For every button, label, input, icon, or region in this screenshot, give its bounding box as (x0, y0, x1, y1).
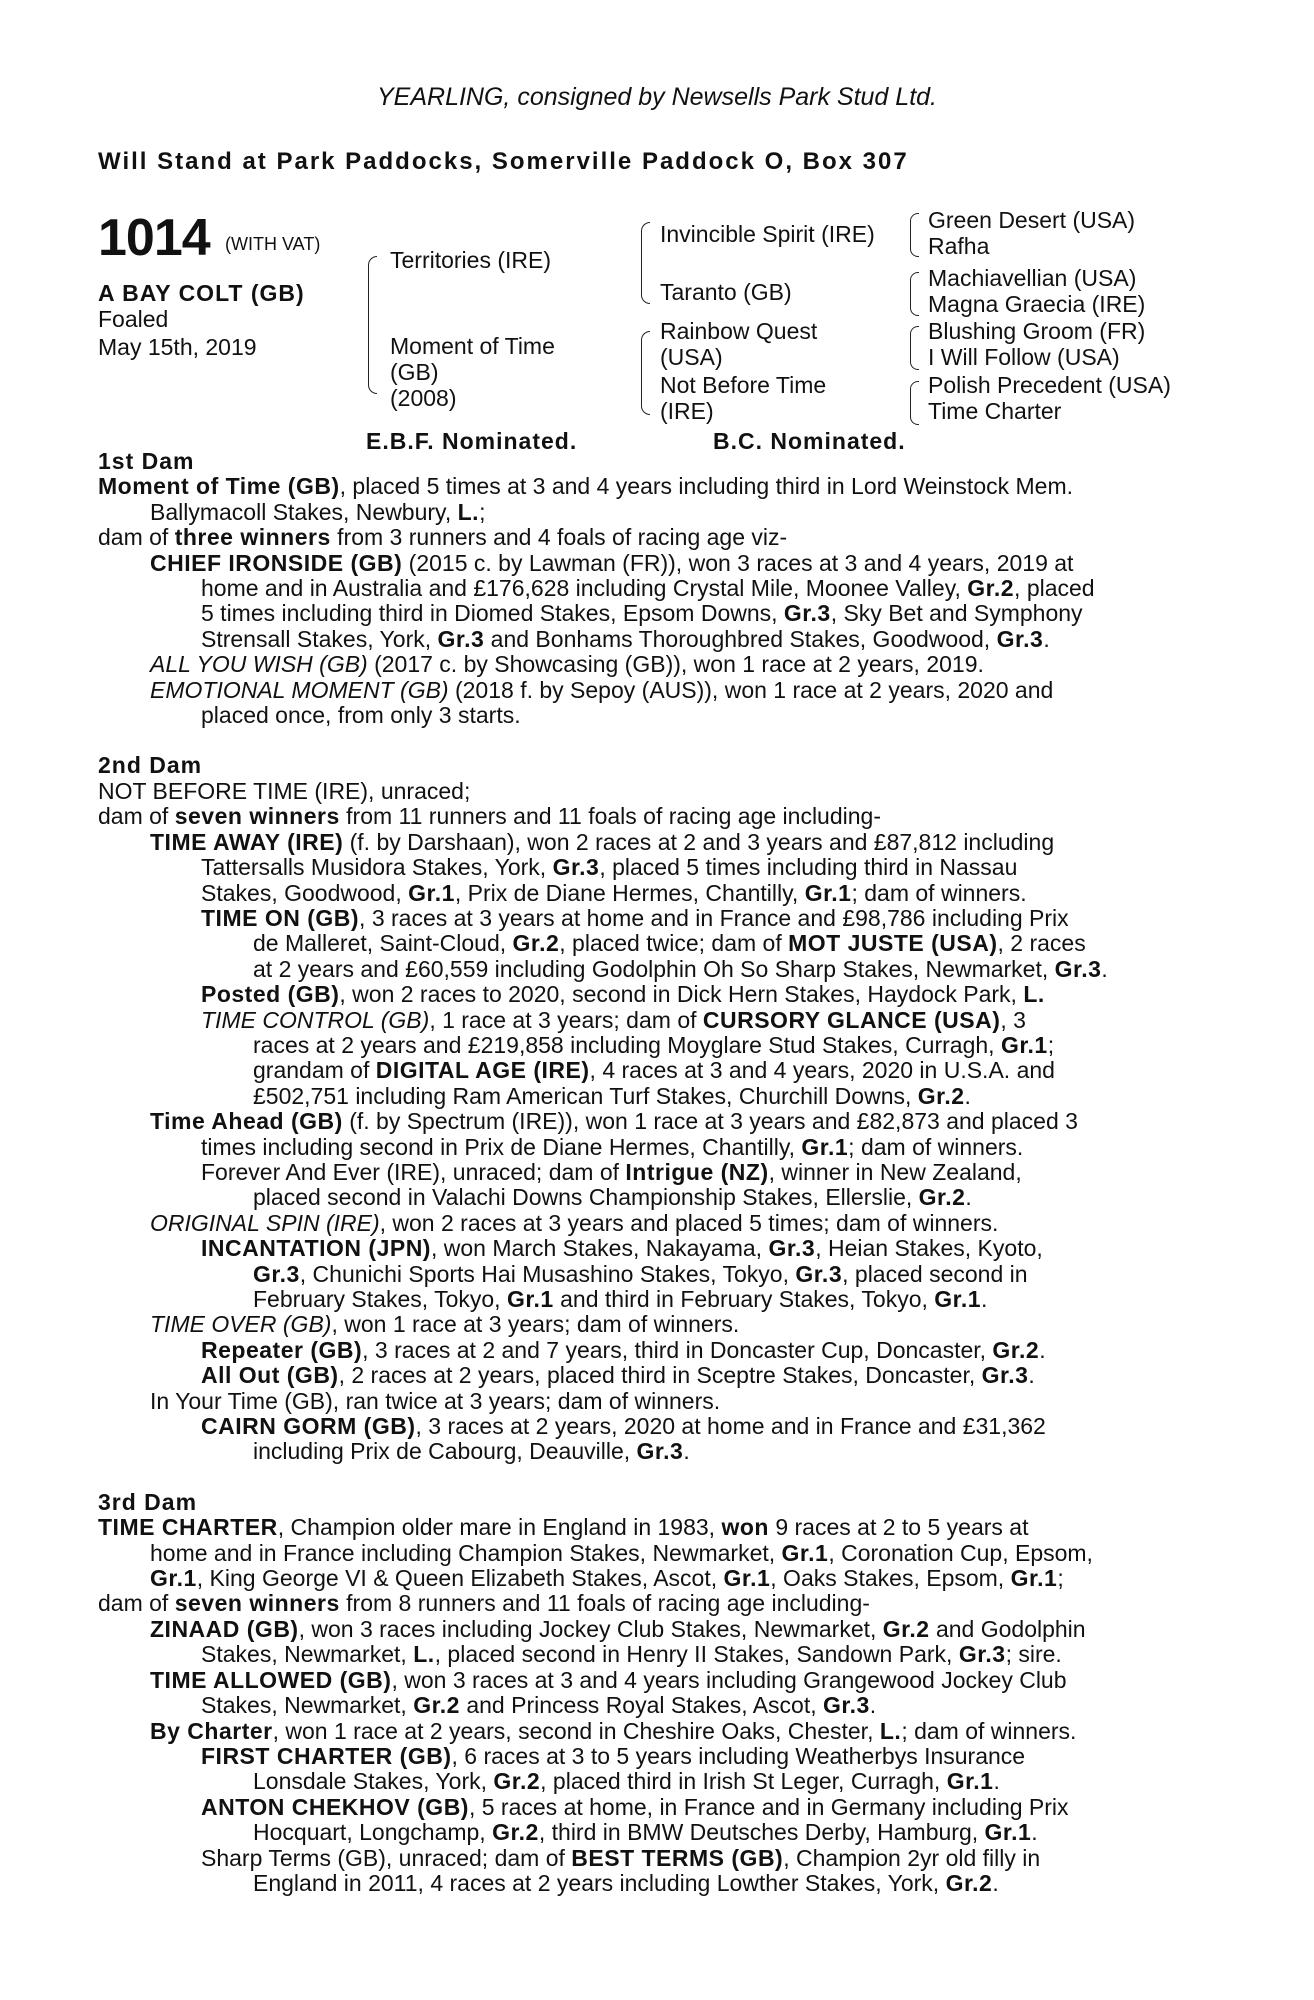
vat-label: (WITH VAT) (225, 234, 321, 254)
pedigree-brace (641, 331, 650, 415)
text-line: ALL YOU WISH (GB) (2017 c. by Showcasing (GB)), won 1 race at 2 years, 2019. (150, 651, 984, 678)
text-line: February Stakes, Tokyo, Gr.1 and third in February Stakes, Tokyo, Gr.1. (253, 1286, 988, 1312)
text-line: home and in Australia and £176,628 including Crystal Mile, Moonee Valley, Gr.2, placed (201, 575, 1095, 602)
text-line: races at 2 years and £219,858 including Moyglare Stud Stakes, Curragh, Gr.1; (253, 1031, 1055, 1058)
text-line: times including second in Prix de Diane Hermes, Chantilly, Gr.1; dam of winners. (201, 1133, 1024, 1160)
text-line: Gr.1, King George VI & Queen Elizabeth Stakes, Ascot, Gr.1, Oaks Stakes, Epsom, Gr.1; (150, 1565, 1064, 1592)
text-line: FIRST CHARTER (GB), 6 races at 3 to 5 years including Weatherbys Insurance (201, 1742, 1026, 1769)
text-line: home and in France including Champion Stakes, Newmarket, Gr.1, Coronation Cup, Epsom, (150, 1539, 1093, 1566)
sire-sire-dam: Rafha (928, 233, 990, 259)
text-line: Time Ahead (GB) (f. by Spectrum (IRE)), won 1 race at 3 years and £82,873 and placed 3 (150, 1108, 1078, 1135)
text-line: ZINAAD (GB), won 3 races including Jockey Club Stakes, Newmarket, Gr.2 and Godolphin (150, 1615, 1086, 1642)
text-line: TIME ON (GB), 3 races at 3 years at home and in France and £98,786 including Prix (201, 904, 1069, 931)
dam-country: (GB) (390, 359, 439, 385)
text-line: Stakes, Newmarket, Gr.2 and Princess Royal Stakes, Ascot, Gr.3. (201, 1692, 877, 1719)
dam-name: Moment of Time (390, 333, 555, 359)
text-line: Lonsdale Stakes, York, Gr.2, placed third in Irish St Leger, Curragh, Gr.1. (253, 1768, 1000, 1795)
text-line: ORIGINAL SPIN (IRE), won 2 races at 3 years and placed 5 times; dam of winners. (150, 1209, 999, 1236)
catalogue-body (98, 449, 1208, 1896)
text-line: TIME OVER (GB), won 1 race at 3 years; dam of winners. (150, 1311, 740, 1338)
text-line: grandam of DIGITAL AGE (IRE), 4 races at 3 and 4 years, 2020 in U.S.A. and (253, 1057, 1055, 1084)
dam-year: (2008) (390, 385, 457, 411)
sire-sire-sire: Green Desert (USA) (928, 207, 1136, 233)
text-line: Forever And Ever (IRE), unraced; dam of Intrigue (NZ), winner in New Zealand, (201, 1158, 1022, 1185)
text-line: Posted (GB), won 2 races to 2020, second in Dick Hern Stakes, Haydock Park, L. (201, 981, 1045, 1008)
ebf-nomination: E.B.F. Nominated. (366, 428, 578, 454)
sire-dam-dam: Magna Graecia (IRE) (928, 291, 1146, 317)
text-line: All Out (GB), 2 races at 2 years, placed third in Sceptre Stakes, Doncaster, Gr.3. (201, 1362, 1035, 1389)
section-heading: 2nd Dam (98, 752, 203, 779)
pedigree-brace (641, 222, 650, 304)
pedigree-brace (910, 326, 919, 370)
dam-dam-dam: Time Charter (928, 398, 1062, 424)
section-heading: 1st Dam (98, 448, 195, 474)
text-line: Strensall Stakes, York, Gr.3 and Bonhams Thoroughbred Stakes, Goodwood, Gr.3. (201, 625, 1050, 652)
location-line: Will Stand at Park Paddocks, Somerville Paddock O, Box 307 (98, 148, 909, 175)
text-line: including Prix de Cabourg, Deauville, Gr.3. (253, 1438, 690, 1465)
text-line: dam of three winners from 3 runners and 4 foals of racing age viz- (98, 524, 788, 551)
text-line: TIME AWAY (IRE) (f. by Darshaan), won 2 races at 2 and 3 years and £87,812 including (150, 828, 1055, 855)
text-line: Stakes, Newmarket, L., placed second in Henry II Stakes, Sandown Park, Gr.3; sire. (201, 1641, 1062, 1668)
text-line: INCANTATION (JPN), won March Stakes, Nakayama, Gr.3, Heian Stakes, Kyoto, (201, 1235, 1043, 1262)
text-line: Sharp Terms (GB), unraced; dam of BEST TERMS (GB), Champion 2yr old filly in (201, 1844, 1041, 1871)
sire-dam: Taranto (GB) (660, 279, 792, 305)
text-line: Repeater (GB), 3 races at 2 and 7 years, third in Doncaster Cup, Doncaster, Gr.2. (201, 1336, 1046, 1363)
text-line: Hocquart, Longchamp, Gr.2, third in BMW Deutsches Derby, Hamburg, Gr.1. (253, 1819, 1038, 1846)
text-line: £502,751 including Ram American Turf Stakes, Churchill Downs, Gr.2. (253, 1082, 971, 1109)
text-line: Tattersalls Musidora Stakes, York, Gr.3, placed 5 times including third in Nassau (201, 854, 1018, 881)
dam-dam-sire: Polish Precedent (USA) (928, 372, 1171, 398)
sire-name: Territories (IRE) (390, 247, 552, 273)
text-line: TIME ALLOWED (GB), won 3 races at 3 and 4 years including Grangewood Jockey Club (150, 1666, 1067, 1693)
dam-sire-country: (USA) (660, 344, 723, 370)
text-line: England in 2011, 4 races at 2 years including Lowther Stakes, York, Gr.2. (253, 1869, 999, 1896)
text-line: NOT BEFORE TIME (IRE), unraced; (98, 777, 471, 804)
dam-sire: Rainbow Quest (660, 318, 818, 344)
dam-sire-sire: Blushing Groom (FR) (928, 318, 1146, 344)
text-line: EMOTIONAL MOMENT (GB) (2018 f. by Sepoy (AUS)), won 1 race at 2 years, 2020 and (150, 676, 1054, 703)
bc-nomination: B.C. Nominated. (713, 428, 906, 454)
text-line: at 2 years and £60,559 including Godolphin Oh So Sharp Stakes, Newmarket, Gr.3. (253, 955, 1108, 982)
text-line: CHIEF IRONSIDE (GB) (2015 c. by Lawman (FR)), won 3 races at 3 and 4 years, 2019 at (150, 549, 1074, 576)
sire-dam-sire: Machiavellian (USA) (928, 265, 1137, 291)
foaled-label: Foaled (98, 306, 169, 332)
pedigree-brace (910, 272, 919, 316)
text-line: TIME CHARTER, Champion older mare in England in 1983, won 9 races at 2 to 5 years at (98, 1514, 1029, 1541)
pedigree-brace (368, 256, 377, 394)
first-dam-section (98, 449, 1208, 728)
text-line: TIME CONTROL (GB), 1 race at 3 years; dam of CURSORY GLANCE (USA), 3 (201, 1006, 1026, 1033)
text-line: Gr.3, Chunichi Sports Hai Musashino Stakes, Tokyo, Gr.3, placed second in (253, 1260, 1028, 1287)
consignor-line: YEARLING, consigned by Newsells Park Stud Ltd. (377, 83, 937, 111)
text-line: In Your Time (GB), ran twice at 3 years; dam of winners. (150, 1387, 721, 1414)
text-line: ANTON CHEKHOV (GB), 5 races at home, in France and in Germany including Prix (201, 1793, 1069, 1820)
text-line: Stakes, Goodwood, Gr.1, Prix de Diane Hermes, Chantilly, Gr.1; dam of winners. (201, 879, 1027, 906)
foaled-date: May 15th, 2019 (98, 334, 257, 360)
dam-dam-country: (IRE) (660, 398, 714, 424)
sire-sire: Invincible Spirit (IRE) (660, 221, 875, 247)
text-line: 5 times including third in Diomed Stakes, Epsom Downs, Gr.3, Sky Bet and Symphony (201, 600, 1083, 627)
lot-number: 1014 (98, 209, 210, 267)
text-line: placed once, from only 3 starts. (201, 702, 521, 729)
second-dam-section (98, 753, 1208, 1464)
pedigree-brace (910, 381, 919, 425)
dam-dam: Not Before Time (660, 372, 827, 398)
text-line: placed second in Valachi Downs Championship Stakes, Ellerslie, Gr.2. (253, 1184, 972, 1211)
pedigree-brace (910, 213, 919, 257)
text-line: de Malleret, Saint-Cloud, Gr.2, placed twice; dam of MOT JUSTE (USA), 2 races (253, 930, 1086, 957)
text-line: Ballymacoll Stakes, Newbury, L.; (150, 498, 486, 525)
text-line: dam of seven winners from 8 runners and 11 foals of racing age including- (98, 1590, 870, 1617)
lot-description: A BAY COLT (GB) (98, 280, 305, 306)
text-line: By Charter, won 1 race at 2 years, second in Cheshire Oaks, Chester, L.; dam of winners. (150, 1717, 1077, 1744)
text-line: dam of seven winners from 11 runners and 11 foals of racing age including- (98, 803, 881, 830)
dam-sire-dam: I Will Follow (USA) (928, 344, 1120, 370)
text-line: Moment of Time (GB), placed 5 times at 3 and 4 years including third in Lord Weinstock Mem. (98, 473, 1074, 500)
section-heading: 3rd Dam (98, 1488, 198, 1515)
third-dam-section (98, 1490, 1208, 1897)
text-line: CAIRN GORM (GB), 3 races at 2 years, 2020 at home and in France and £31,362 (201, 1413, 1046, 1440)
